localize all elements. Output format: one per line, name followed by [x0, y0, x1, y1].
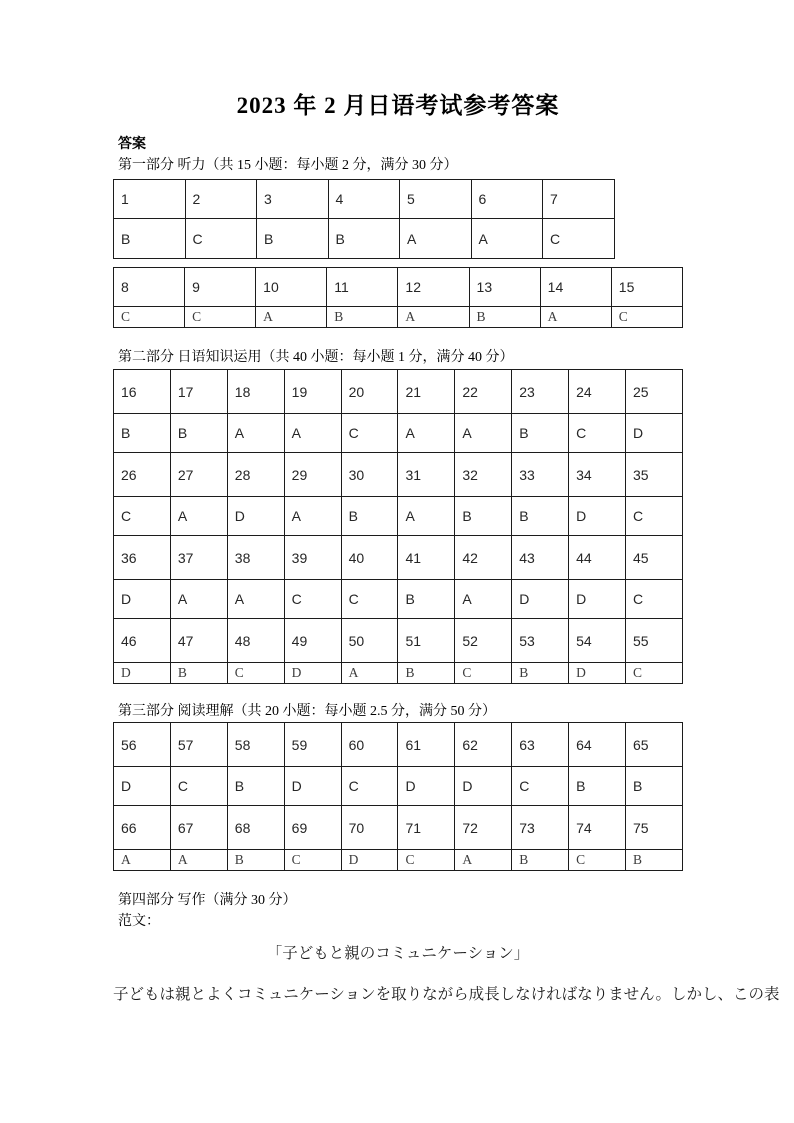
section-reading	[113, 703, 683, 871]
knowledge-table-q16-55	[113, 369, 683, 684]
question-number-cell: 72	[455, 806, 512, 850]
question-number-cell: 46	[114, 619, 171, 663]
answer-cell: D	[284, 767, 341, 806]
question-number-cell: 59	[284, 723, 341, 767]
answers-heading: 答案	[118, 135, 146, 151]
question-number-cell: 41	[398, 536, 455, 580]
question-number-cell: 32	[455, 453, 512, 497]
answer-row	[114, 307, 683, 328]
answer-cell: D	[569, 497, 626, 536]
question-number-cell: 28	[227, 453, 284, 497]
answer-cell: B	[170, 414, 227, 453]
answer-cell: C	[455, 663, 512, 684]
question-number-cell: 40	[341, 536, 398, 580]
question-number-cell: 63	[512, 723, 569, 767]
answer-cell: D	[341, 850, 398, 871]
question-number-cell: 24	[569, 370, 626, 414]
answer-cell: D	[284, 663, 341, 684]
answer-cell: D	[455, 767, 512, 806]
question-number-cell: 38	[227, 536, 284, 580]
question-number-cell: 13	[469, 268, 540, 307]
answer-cell: B	[398, 580, 455, 619]
answer-cell: C	[341, 414, 398, 453]
answer-table	[113, 267, 683, 328]
answer-table	[113, 722, 683, 871]
answer-cell: B	[341, 497, 398, 536]
question-number-cell: 44	[569, 536, 626, 580]
question-number-cell: 50	[341, 619, 398, 663]
question-number-cell: 10	[256, 268, 327, 307]
question-number-cell: 68	[227, 806, 284, 850]
question-number-cell: 3	[257, 180, 329, 219]
question-number-row	[114, 453, 683, 497]
answer-cell: B	[455, 497, 512, 536]
question-number-cell: 48	[227, 619, 284, 663]
essay-first-line: 子どもは親とよくコミュニケーションを取りながら成長しなければなりません。しかし、この表	[113, 986, 780, 1003]
answer-cell: C	[626, 580, 683, 619]
answer-row	[114, 767, 683, 806]
answer-cell: B	[257, 219, 329, 259]
question-number-cell: 49	[284, 619, 341, 663]
question-number-cell: 27	[170, 453, 227, 497]
question-number-cell: 61	[398, 723, 455, 767]
answer-cell: A	[455, 580, 512, 619]
answer-row	[114, 580, 683, 619]
question-number-cell: 67	[170, 806, 227, 850]
answer-cell: B	[469, 307, 540, 328]
question-number-cell: 53	[512, 619, 569, 663]
answer-cell: D	[512, 580, 569, 619]
section-listening	[113, 157, 683, 328]
answer-cell: D	[569, 580, 626, 619]
answer-cell: D	[569, 663, 626, 684]
answer-cell: A	[398, 307, 469, 328]
answer-cell: D	[626, 414, 683, 453]
question-number-cell: 73	[512, 806, 569, 850]
listening-table-q8-15	[113, 267, 683, 328]
question-number-cell: 70	[341, 806, 398, 850]
question-number-row	[114, 180, 615, 219]
question-number-cell: 65	[626, 723, 683, 767]
answer-cell: C	[114, 307, 185, 328]
answer-cell: C	[170, 767, 227, 806]
answer-cell: B	[227, 767, 284, 806]
question-number-row	[114, 536, 683, 580]
question-number-cell: 11	[327, 268, 398, 307]
answer-cell: A	[284, 414, 341, 453]
answer-cell: B	[114, 219, 186, 259]
answer-cell: C	[398, 850, 455, 871]
answer-cell: D	[114, 767, 171, 806]
answer-cell: A	[400, 219, 472, 259]
question-number-cell: 12	[398, 268, 469, 307]
question-number-row	[114, 806, 683, 850]
answer-cell: C	[341, 580, 398, 619]
answer-cell: A	[455, 414, 512, 453]
section-listening-heading: 第一部分 听力（共 15 小题：每小题 2 分，满分 30 分）	[118, 158, 458, 173]
question-number-cell: 45	[626, 536, 683, 580]
question-number-cell: 39	[284, 536, 341, 580]
answer-cell: B	[327, 307, 398, 328]
answer-table	[113, 179, 615, 259]
question-number-cell: 18	[227, 370, 284, 414]
answer-cell: B	[512, 414, 569, 453]
answer-row	[114, 850, 683, 871]
question-number-cell: 31	[398, 453, 455, 497]
answer-cell: A	[398, 497, 455, 536]
question-number-row	[114, 370, 683, 414]
question-number-row	[114, 723, 683, 767]
question-number-cell: 34	[569, 453, 626, 497]
question-number-cell: 60	[341, 723, 398, 767]
answer-cell: A	[341, 663, 398, 684]
essay-title: 「子どもと親のコミュニケーション」	[266, 945, 530, 962]
answer-cell: C	[114, 497, 171, 536]
answer-row	[114, 663, 683, 684]
answer-cell: C	[185, 307, 256, 328]
question-number-cell: 36	[114, 536, 171, 580]
answer-cell: C	[543, 219, 615, 259]
question-number-cell: 21	[398, 370, 455, 414]
question-number-cell: 15	[611, 268, 682, 307]
answer-cell: A	[170, 580, 227, 619]
question-number-cell: 9	[185, 268, 256, 307]
section-writing	[113, 892, 780, 1005]
answer-cell: C	[569, 414, 626, 453]
answer-cell: C	[569, 850, 626, 871]
question-number-cell: 30	[341, 453, 398, 497]
question-number-cell: 66	[114, 806, 171, 850]
question-number-cell: 56	[114, 723, 171, 767]
answer-cell: B	[626, 850, 683, 871]
question-number-cell: 1	[114, 180, 186, 219]
answer-cell: A	[284, 497, 341, 536]
question-number-cell: 2	[185, 180, 257, 219]
answer-row	[114, 497, 683, 536]
listening-table-q1-7	[113, 179, 683, 259]
question-number-cell: 6	[471, 180, 543, 219]
sample-essay-label: 范文：	[118, 914, 160, 929]
section-reading-heading: 第三部分 阅读理解（共 20 小题：每小题 2.5 分，满分 50 分）	[118, 704, 496, 719]
question-number-cell: 33	[512, 453, 569, 497]
question-number-cell: 17	[170, 370, 227, 414]
answer-cell: B	[170, 663, 227, 684]
reading-table-q56-75	[113, 722, 683, 871]
question-number-cell: 20	[341, 370, 398, 414]
question-number-cell: 51	[398, 619, 455, 663]
answer-cell: B	[626, 767, 683, 806]
answer-cell: A	[540, 307, 611, 328]
answer-cell: A	[256, 307, 327, 328]
answer-cell: B	[512, 850, 569, 871]
question-number-cell: 26	[114, 453, 171, 497]
question-number-row	[114, 268, 683, 307]
document-title: 2023 年 2 月日语考试参考答案	[236, 93, 560, 118]
question-number-cell: 43	[512, 536, 569, 580]
answer-cell: C	[611, 307, 682, 328]
question-number-cell: 52	[455, 619, 512, 663]
answer-cell: A	[471, 219, 543, 259]
answer-cell: A	[170, 850, 227, 871]
answer-row	[114, 219, 615, 259]
answer-cell: A	[227, 580, 284, 619]
question-number-cell: 71	[398, 806, 455, 850]
question-number-cell: 35	[626, 453, 683, 497]
question-number-cell: 64	[569, 723, 626, 767]
section-knowledge	[113, 349, 683, 684]
answer-cell: D	[114, 580, 171, 619]
answer-cell: B	[328, 219, 400, 259]
answer-cell: A	[170, 497, 227, 536]
answer-row	[114, 414, 683, 453]
question-number-cell: 29	[284, 453, 341, 497]
question-number-row	[114, 619, 683, 663]
question-number-cell: 22	[455, 370, 512, 414]
question-number-cell: 8	[114, 268, 185, 307]
question-number-cell: 69	[284, 806, 341, 850]
answer-table	[113, 369, 683, 684]
answer-cell: C	[227, 663, 284, 684]
question-number-cell: 42	[455, 536, 512, 580]
answer-cell: C	[284, 850, 341, 871]
answer-cell: C	[626, 663, 683, 684]
answer-cell: C	[284, 580, 341, 619]
question-number-cell: 4	[328, 180, 400, 219]
answer-cell: B	[398, 663, 455, 684]
answer-cell: C	[185, 219, 257, 259]
question-number-cell: 62	[455, 723, 512, 767]
answer-cell: C	[626, 497, 683, 536]
section-knowledge-heading: 第二部分 日语知识运用（共 40 小题：每小题 1 分，满分 40 分）	[118, 350, 514, 365]
answer-cell: B	[227, 850, 284, 871]
question-number-cell: 16	[114, 370, 171, 414]
question-number-cell: 37	[170, 536, 227, 580]
question-number-cell: 75	[626, 806, 683, 850]
answer-cell: B	[512, 497, 569, 536]
question-number-cell: 57	[170, 723, 227, 767]
question-number-cell: 54	[569, 619, 626, 663]
question-number-cell: 14	[540, 268, 611, 307]
section-writing-heading: 第四部分 写作（满分 30 分）	[118, 893, 297, 908]
question-number-cell: 19	[284, 370, 341, 414]
question-number-cell: 55	[626, 619, 683, 663]
answer-cell: D	[114, 663, 171, 684]
answer-cell: A	[227, 414, 284, 453]
answer-cell: B	[114, 414, 171, 453]
question-number-cell: 23	[512, 370, 569, 414]
answer-cell: A	[398, 414, 455, 453]
question-number-cell: 74	[569, 806, 626, 850]
answer-cell: A	[455, 850, 512, 871]
answer-cell: D	[398, 767, 455, 806]
answer-cell: C	[512, 767, 569, 806]
answer-cell: B	[569, 767, 626, 806]
question-number-cell: 58	[227, 723, 284, 767]
answer-cell: B	[512, 663, 569, 684]
answer-cell: A	[114, 850, 171, 871]
question-number-cell: 47	[170, 619, 227, 663]
question-number-cell: 25	[626, 370, 683, 414]
answer-cell: C	[341, 767, 398, 806]
question-number-cell: 5	[400, 180, 472, 219]
question-number-cell: 7	[543, 180, 615, 219]
answer-cell: D	[227, 497, 284, 536]
